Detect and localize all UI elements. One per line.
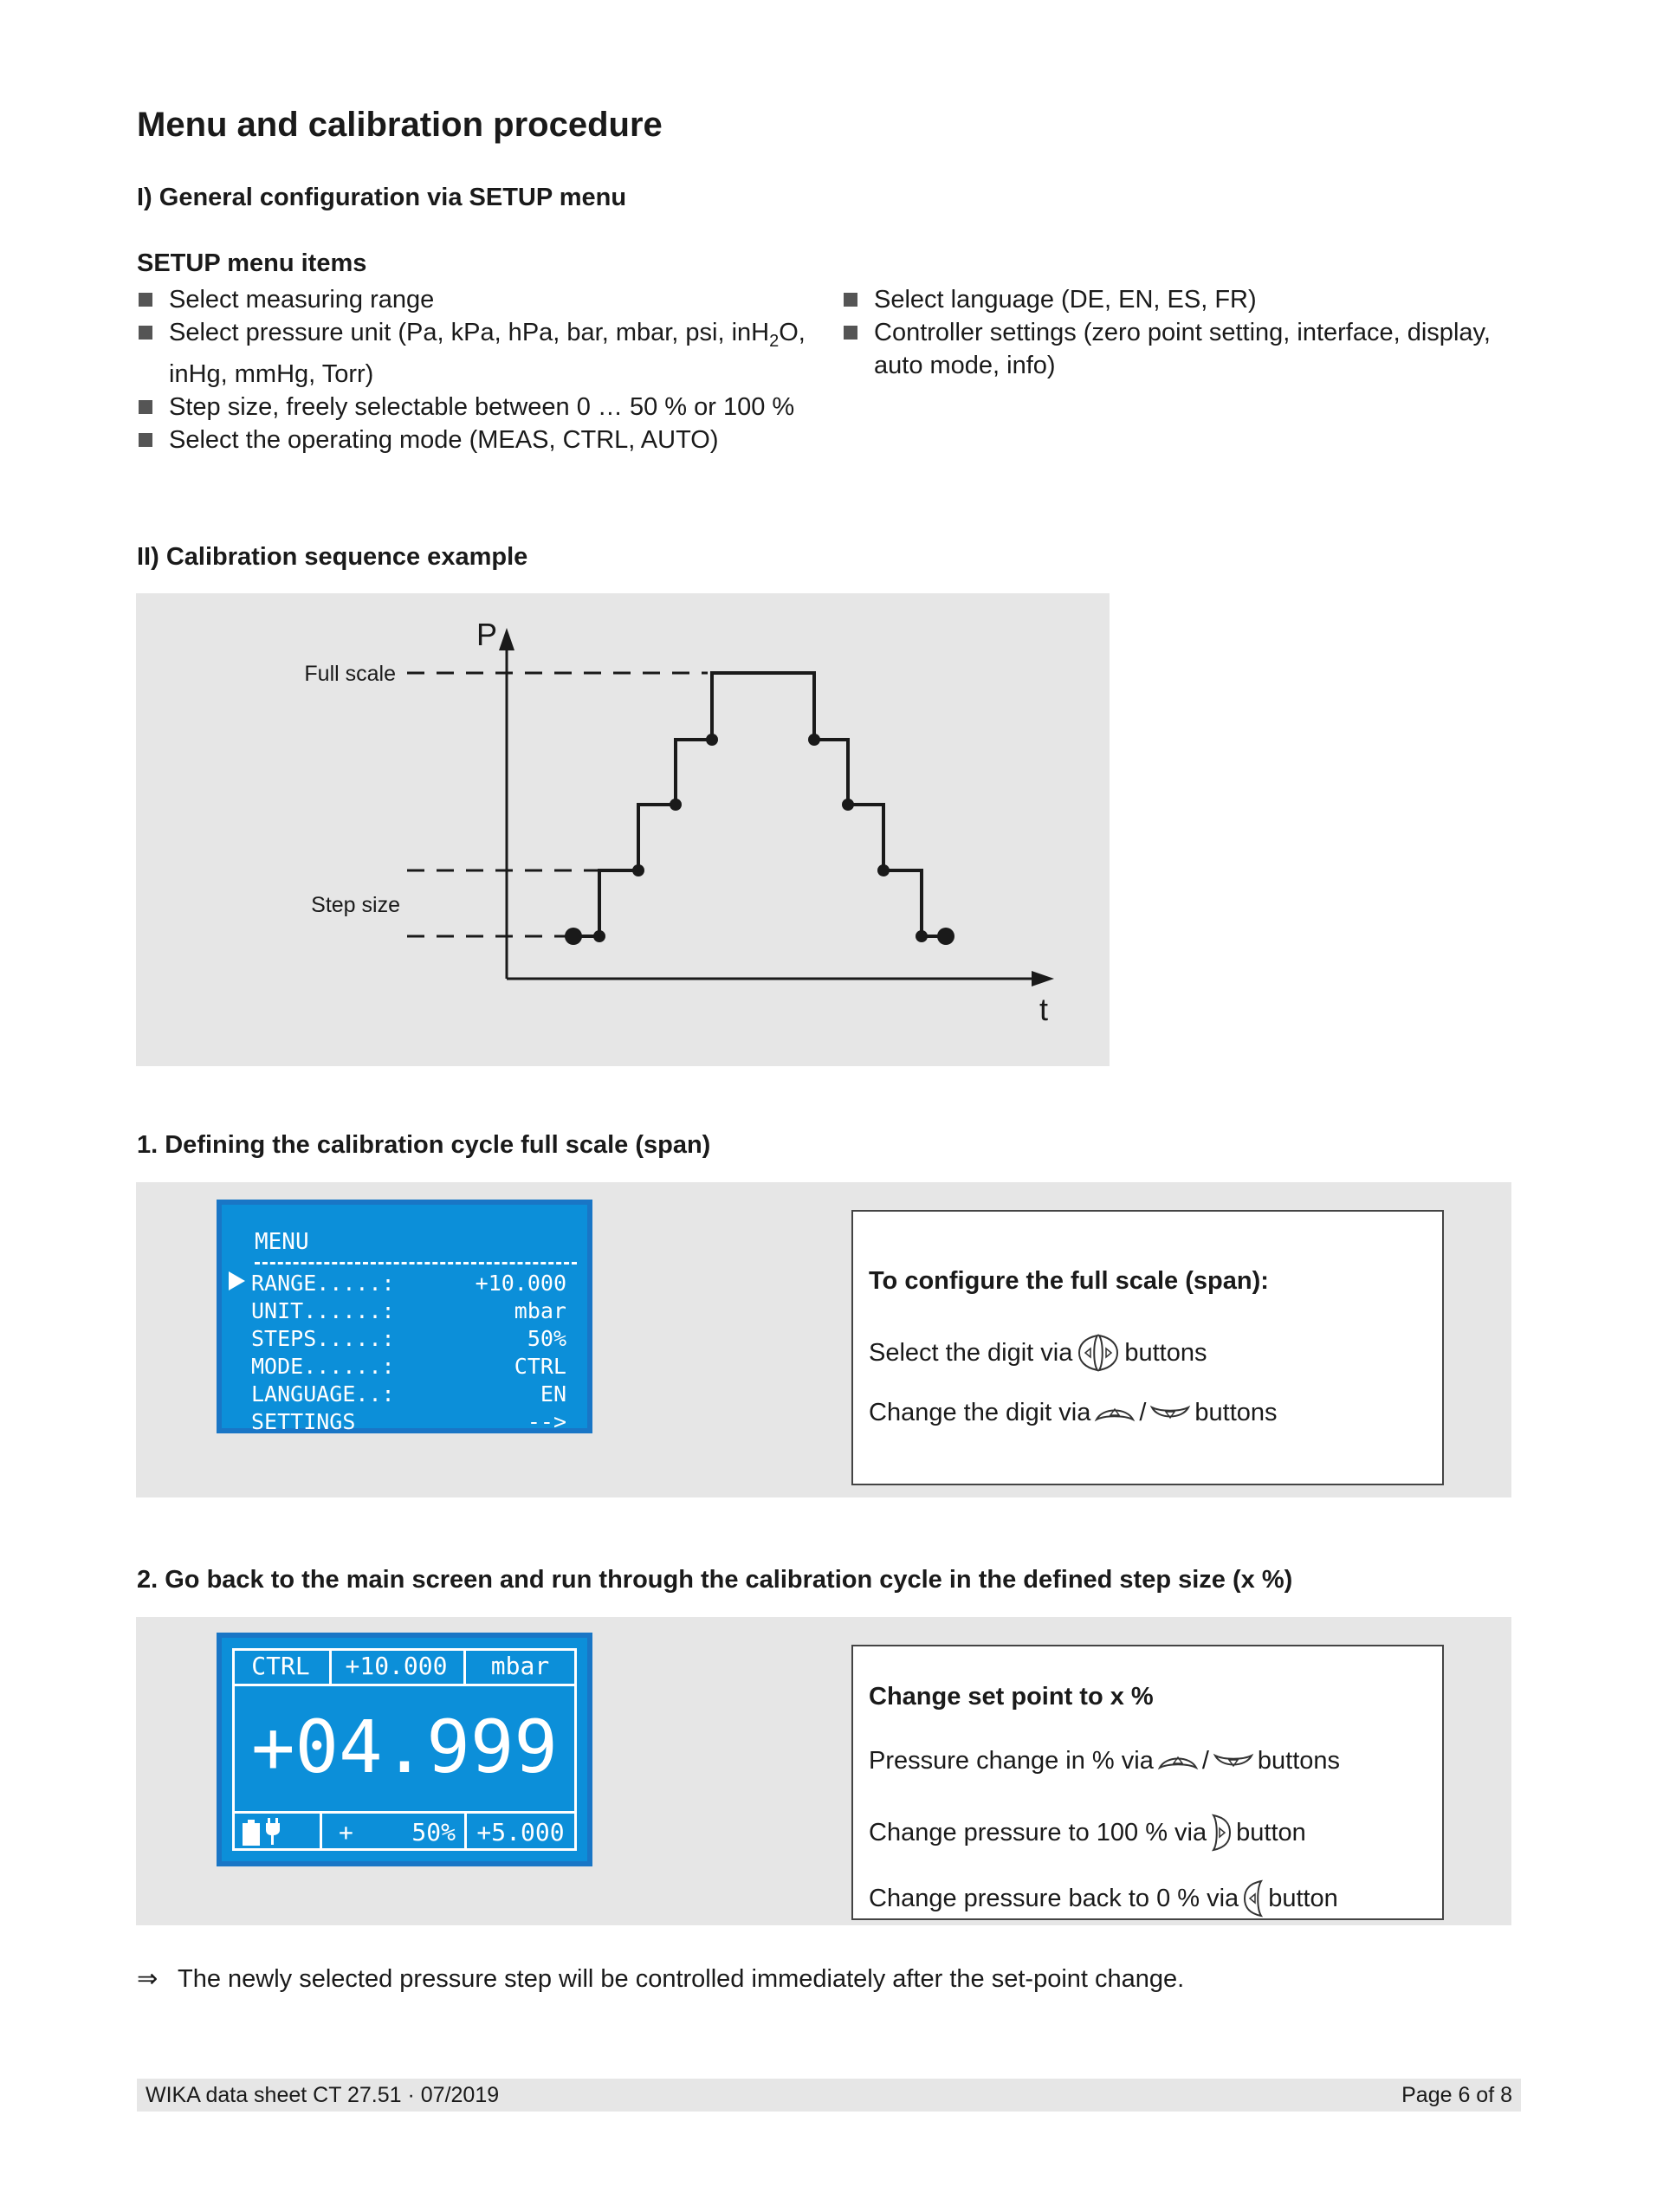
calibration-step-curve [573,673,946,936]
range-cell: +10.000 [329,1648,466,1686]
select-digit-suffix: buttons [1124,1338,1207,1367]
setup-items-right [842,283,1526,382]
menu-row-value: 50% [527,1326,566,1351]
setup-item: Select the operating mode (MEAS, CTRL, AUTO) [137,424,821,456]
status-icons-cell [232,1811,322,1851]
footer-page-number: Page 6 of 8 [1401,2083,1512,2107]
step-point [808,734,820,746]
end-point [937,928,954,945]
x-axis-arrow [1032,971,1054,986]
menu-row-language[interactable] [251,1381,566,1409]
select-digit-line [869,1333,1207,1373]
pressure-0-line [869,1879,1338,1918]
setup-item-text: Select pressure unit (Pa, kPa, hPa, bar, mbar, psi, inH$_2$O, inHg, mmHg, Torr) [169,319,806,388]
full-scale-label: Full scale [304,662,396,686]
setup-items-left [137,283,821,456]
step-point [670,799,682,811]
step-cell [320,1811,467,1851]
pressure-change-line [869,1747,1340,1775]
menu-row-range[interactable] [251,1271,566,1298]
set-point-title: Change set point to x % [869,1683,1154,1711]
menu-row-value: EN [540,1381,566,1407]
y-axis-arrow [499,628,514,650]
span-config-info-box [851,1210,1444,1485]
menu-row-key: SETTINGS [251,1409,356,1434]
left-right-buttons-icon [1076,1333,1121,1373]
separator-slash: / [1139,1399,1147,1426]
change-digit-suffix: buttons [1194,1399,1278,1426]
menu-cursor-icon [229,1271,245,1290]
step-percent: 50% [411,1818,456,1847]
separator-slash: / [1201,1747,1209,1775]
down-button-icon [1213,1750,1254,1773]
step2-heading: 2. Go back to the main screen and run through the calibration cycle in the defined step size (x %) [137,1566,1293,1594]
menu-row-key: UNIT......: [251,1298,395,1323]
menu-row-value: mbar [514,1298,566,1323]
note-arrow-icon: ⇒ [137,1965,159,1993]
select-digit-text: Select the digit via [869,1338,1073,1367]
span-config-title: To configure the full scale (span): [869,1267,1269,1295]
step1-heading: 1. Defining the calibration cycle full scale (span) [137,1131,711,1159]
change-digit-line [869,1399,1278,1427]
footer-document-id: WIKA data sheet CT 27.51 · 07/2019 [146,2083,500,2107]
setup-item: Select measuring range [137,283,821,316]
menu-row-key: MODE......: [251,1354,395,1379]
menu-row-value: +10.000 [475,1271,566,1296]
step-point [916,930,928,942]
menu-row-mode[interactable] [251,1354,566,1381]
left-button-icon [1242,1879,1265,1918]
menu-row-value: CTRL [514,1354,566,1379]
step-point [877,864,890,876]
menu-row-key: RANGE.....: [251,1271,395,1296]
setpoint-cell: +5.000 [464,1811,577,1851]
note-text: The newly selected pressure step will be controlled immediately after the set-point change. [178,1965,1185,1993]
calibration-diagram-panel [136,593,1110,1066]
pressure-change-suffix: buttons [1257,1747,1341,1775]
lcd-separator [255,1262,577,1264]
pressure-100-line [869,1813,1306,1853]
x-axis-label: t [1039,992,1049,1027]
step-point [706,734,718,746]
step-size-label: Step size [311,893,400,917]
setup-item: Select language (DE, EN, ES, FR) [842,283,1526,316]
page-footer [137,2079,1521,2112]
y-axis-label: P [476,617,498,652]
setup-item-pressure-unit [137,316,821,391]
pressure-100-text: Change pressure to 100 % via [869,1818,1207,1847]
main-lcd-display [217,1633,592,1866]
menu-row-steps[interactable] [251,1326,566,1354]
set-point-info-box [851,1645,1444,1920]
section-heading-setup: I) General configuration via SETUP menu [137,184,627,211]
pressure-0-text: Change pressure back to 0 % via [869,1884,1239,1912]
menu-row-unit[interactable] [251,1298,566,1326]
menu-row-settings[interactable] [251,1409,566,1437]
pressure-reading: +04.999 [250,1704,558,1789]
lcd-menu-title: MENU [255,1229,309,1255]
right-button-icon [1210,1813,1233,1853]
menu-row-value: --> [527,1409,566,1434]
section-heading-calibration: II) Calibration sequence example [137,543,528,571]
pressure-change-text: Pressure change in % via [869,1747,1154,1775]
start-point [565,928,582,945]
menu-row-key: LANGUAGE..: [251,1381,395,1407]
page-title: Menu and calibration procedure [137,106,663,144]
setup-item: Step size, freely selectable between 0 … 50 % or 100 % [137,391,821,424]
battery-plug-icon [241,1818,289,1847]
setup-item: Controller settings (zero point setting, interface, display, auto mode, info) [842,316,1526,382]
step-point [593,930,605,942]
menu-lcd-display [217,1200,592,1433]
pressure-100-suffix: button [1236,1818,1306,1847]
up-button-icon [1094,1402,1136,1425]
step-point [842,799,854,811]
mode-cell: CTRL [232,1648,332,1686]
down-button-icon [1149,1402,1191,1425]
step-point [632,864,644,876]
step-sign: + [339,1818,353,1847]
unit-cell: mbar [463,1648,577,1686]
calibration-sequence-diagram [136,593,1110,1066]
up-button-icon [1157,1750,1199,1773]
change-digit-text: Change the digit via [869,1399,1091,1426]
setup-menu-items-heading: SETUP menu items [137,249,367,277]
pressure-0-suffix: button [1268,1884,1338,1912]
menu-row-key: STEPS.....: [251,1326,395,1351]
